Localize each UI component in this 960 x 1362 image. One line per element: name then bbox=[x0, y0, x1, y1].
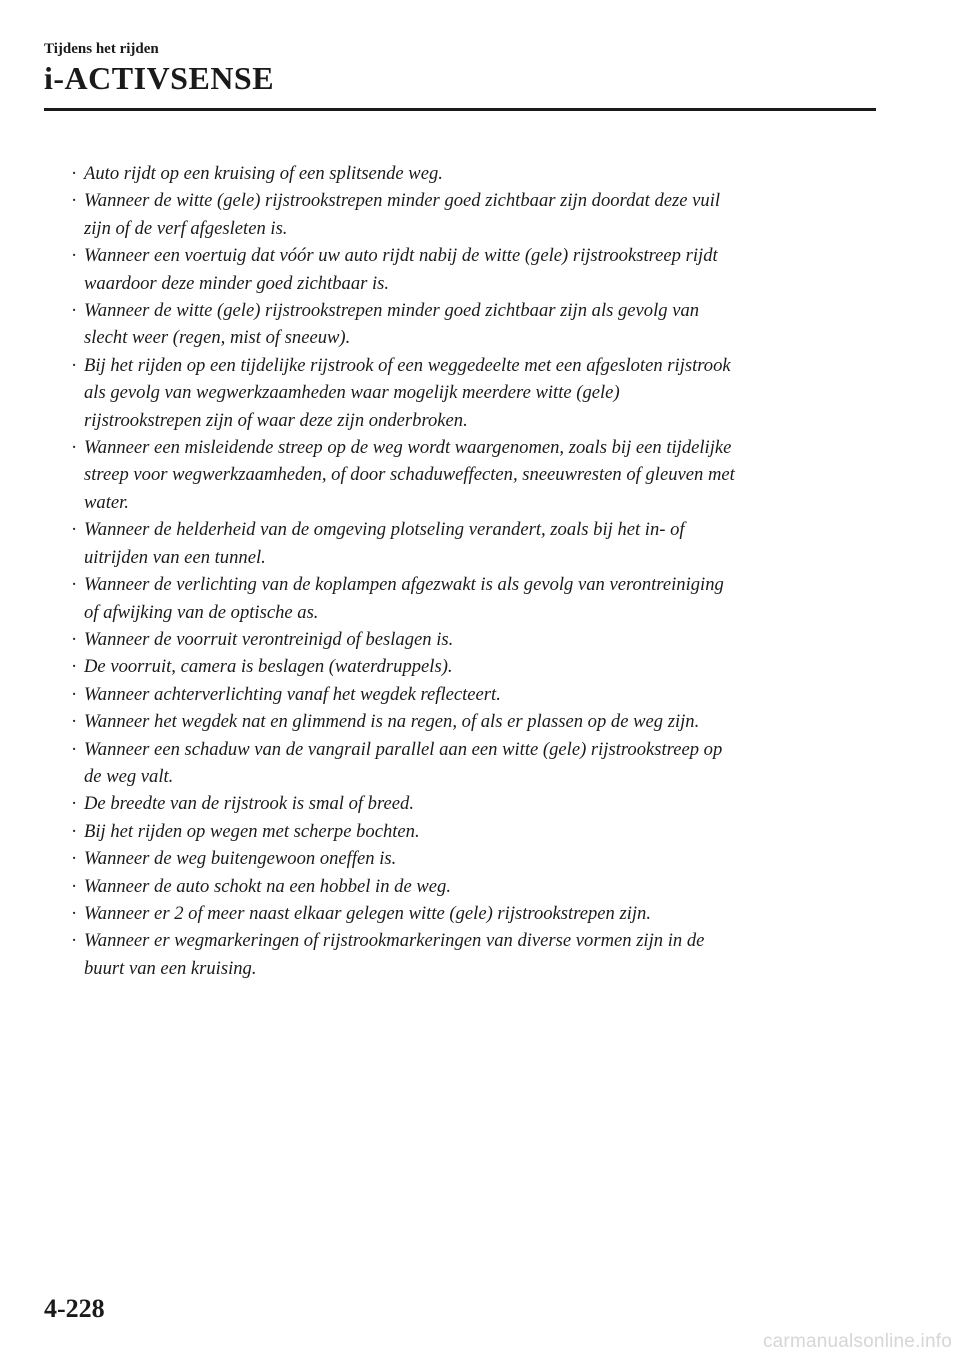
bullet-icon: · bbox=[71, 930, 78, 952]
bullet-icon: · bbox=[71, 190, 78, 212]
bullet-icon: · bbox=[71, 574, 78, 596]
list-item-text: Auto rijdt op een kruising of een splitsende weg. bbox=[84, 163, 443, 184]
list-item-text: Wanneer een misleidende streep op de weg wordt waargenomen, zoals bij een tijdelijke streep voor wegwerkzaamheden, of door schaduweffecten, sneeuwresten of gleuven met water. bbox=[84, 437, 735, 513]
bullet-icon: · bbox=[71, 793, 78, 815]
list-item bbox=[64, 708, 876, 735]
list-item-text: Wanneer de verlichting van de koplampen afgezwakt is als gevolg van verontreiniging of afwijking van de optische as. bbox=[84, 574, 724, 623]
bullet-icon: · bbox=[71, 683, 78, 705]
list-item-text: Wanneer achterverlichting vanaf het wegdek reflecteert. bbox=[84, 683, 501, 705]
list-item-text: De breedte van de rijstrook is smal of breed. bbox=[84, 793, 414, 815]
list-item bbox=[64, 297, 876, 352]
list-item bbox=[64, 571, 876, 626]
bullet-icon: · bbox=[71, 848, 78, 870]
list-item bbox=[64, 160, 876, 187]
list-item bbox=[64, 818, 876, 845]
bullet-icon: · bbox=[71, 656, 78, 678]
bullet-icon: · bbox=[71, 300, 78, 322]
list-item-text: De voorruit, camera is beslagen (waterdruppels). bbox=[84, 656, 453, 678]
list-item-text: Bij het rijden op een tijdelijke rijstrook of een weggedeelte met een afgesloten rijstrook als gevolg van wegwerkzaamheden waar mogelijk meerdere witte (gele) rijstrookstrepen zijn of waar deze zijn onderbroken. bbox=[84, 354, 731, 431]
list-item-text: Wanneer een schaduw van de vangrail parallel aan een witte (gele) rijstrookstreep op de weg valt. bbox=[84, 738, 723, 787]
bullet-icon: · bbox=[71, 519, 78, 541]
list-item bbox=[64, 900, 876, 927]
page-number: 4-228 bbox=[44, 1294, 105, 1323]
list-item bbox=[64, 187, 876, 242]
list-item-text: Wanneer de voorruit verontreinigd of beslagen is. bbox=[84, 628, 454, 650]
list-item-text: Wanneer de helderheid van de omgeving plotseling verandert, zoals bij het in- of uitrijden van een tunnel. bbox=[84, 519, 685, 568]
list-item bbox=[64, 845, 876, 872]
list-item-text: Wanneer het wegdek nat en glimmend is na regen, of als er plassen op de weg zijn. bbox=[84, 711, 700, 733]
condition-list bbox=[64, 160, 876, 982]
watermark: carmanualsonline.info bbox=[762, 1331, 952, 1352]
bullet-icon: · bbox=[71, 437, 78, 459]
list-item-text: Wanneer de weg buitengewoon oneffen is. bbox=[84, 848, 397, 870]
header-divider bbox=[44, 108, 876, 111]
list-item bbox=[64, 927, 876, 982]
list-item-text: Wanneer de auto schokt na een hobbel in de weg. bbox=[84, 875, 451, 897]
bullet-icon: · bbox=[71, 820, 78, 842]
list-item bbox=[64, 242, 876, 297]
list-item-text: Wanneer een voertuig dat vóór uw auto rijdt nabij de witte (gele) rijstrookstreep rijdt waardoor deze minder goed zichtbaar is. bbox=[84, 245, 718, 294]
page-header bbox=[44, 40, 876, 96]
list-item-text: Bij het rijden op wegen met scherpe bochten. bbox=[84, 820, 420, 842]
list-item-text: Wanneer er 2 of meer naast elkaar gelegen witte (gele) rijstrookstrepen zijn. bbox=[84, 902, 651, 924]
bullet-icon: · bbox=[71, 711, 78, 733]
list-item-text: Wanneer de witte (gele) rijstrookstrepen minder goed zichtbaar zijn als gevolg van slecht weer (regen, mist of sneeuw). bbox=[84, 300, 700, 349]
list-item bbox=[64, 681, 876, 708]
list-item bbox=[64, 790, 876, 817]
bullet-icon: · bbox=[71, 738, 78, 760]
bullet-icon: · bbox=[71, 354, 78, 376]
list-item bbox=[64, 653, 876, 680]
bullet-icon: · bbox=[71, 875, 78, 897]
list-item-text: Wanneer de witte (gele) rijstrookstrepen minder goed zichtbaar zijn doordat deze vuil zijn of de verf afgesleten is. bbox=[84, 190, 721, 239]
bullet-icon: · bbox=[71, 163, 78, 184]
list-item bbox=[64, 626, 876, 653]
section-label: Tijdens het rijden bbox=[44, 41, 159, 57]
bullet-icon: · bbox=[71, 245, 78, 267]
list-item bbox=[64, 434, 876, 516]
bullet-icon: · bbox=[71, 628, 78, 650]
list-item bbox=[64, 516, 876, 571]
bullet-icon: · bbox=[71, 902, 78, 924]
list-item bbox=[64, 873, 876, 900]
list-item bbox=[64, 736, 876, 791]
chapter-title: i-ACTIVSENSE bbox=[44, 60, 275, 96]
list-item-text: Wanneer er wegmarkeringen of rijstrookmarkeringen van diverse vormen zijn in de buurt van een kruising. bbox=[84, 930, 705, 979]
list-item bbox=[64, 352, 876, 434]
